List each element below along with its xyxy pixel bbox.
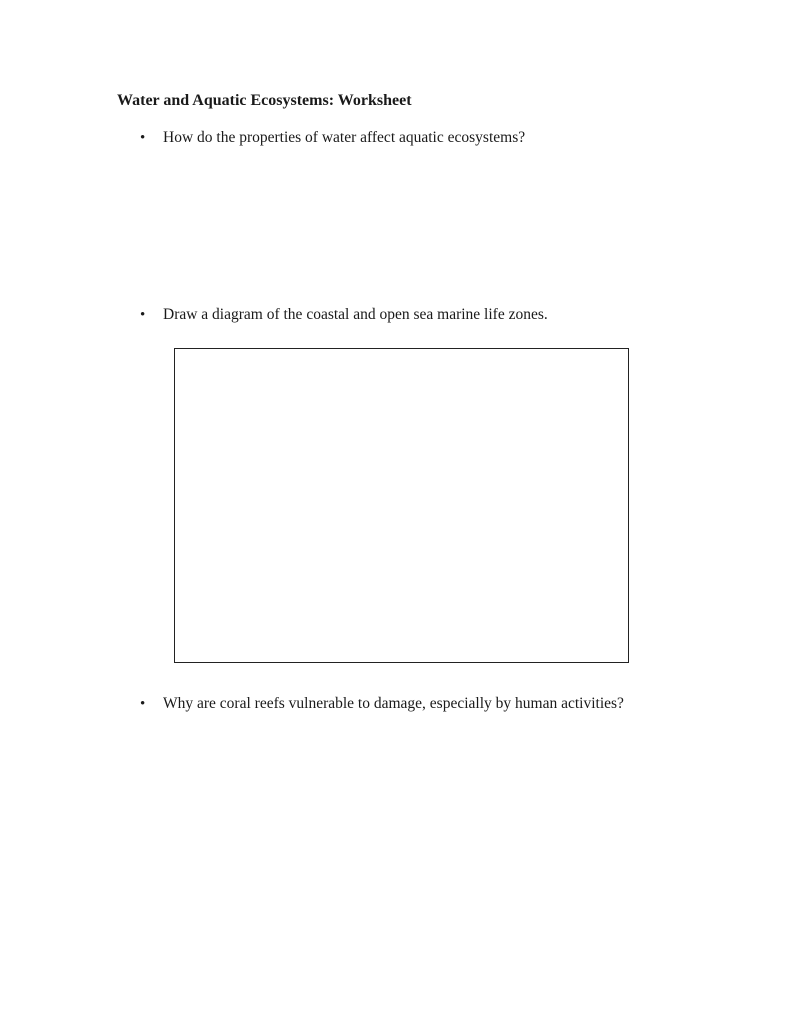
diagram-drawing-box[interactable]	[174, 348, 629, 663]
bullet-icon: •	[140, 307, 146, 323]
bullet-icon: •	[140, 696, 146, 712]
question-3-text: Why are coral reefs vulnerable to damage, especially by human activities?	[163, 695, 624, 712]
question-1-text: How do the properties of water affect aquatic ecosystems?	[163, 129, 526, 146]
worksheet-title: Water and Aquatic Ecosystems: Worksheet	[117, 92, 412, 109]
question-2-text: Draw a diagram of the coastal and open sea marine life zones.	[163, 306, 548, 323]
bullet-icon: •	[140, 130, 146, 146]
